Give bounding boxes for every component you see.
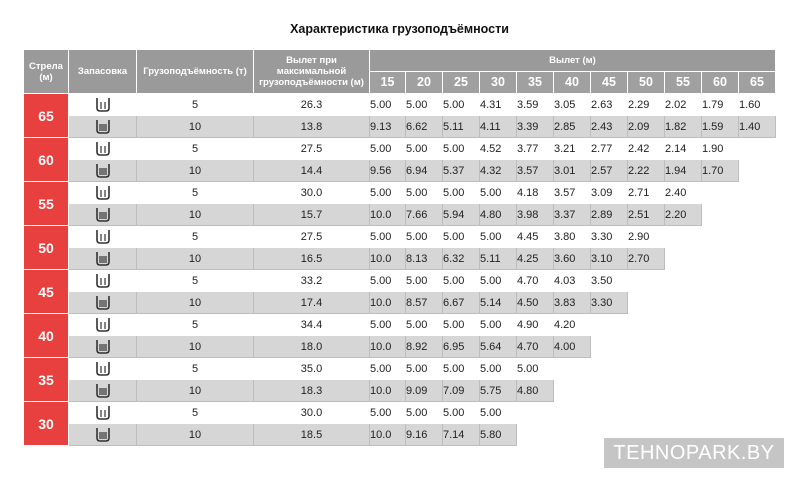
capacity-cell: 5: [137, 358, 254, 380]
load-value-cell: 5.00: [480, 314, 517, 336]
empty-cell: [665, 380, 702, 402]
reach-at-max-cell: 33.2: [254, 270, 370, 292]
load-value-cell: 5.00: [480, 402, 517, 424]
load-value-cell: 2.70: [628, 248, 665, 270]
reach-at-max-cell: 18.0: [254, 336, 370, 358]
hook-2-line-icon: [69, 270, 137, 292]
load-value-cell: 8.92: [406, 336, 443, 358]
load-value-cell: 2.02: [665, 94, 702, 116]
empty-cell: [591, 402, 628, 424]
load-value-cell: 5.00: [370, 270, 406, 292]
load-value-cell: 4.32: [480, 160, 517, 182]
capacity-cell: 5: [137, 94, 254, 116]
reach-at-max-cell: 14.4: [254, 160, 370, 182]
load-value-cell: 5.11: [480, 248, 517, 270]
empty-cell: [739, 314, 776, 336]
load-value-cell: 3.37: [554, 204, 591, 226]
hook-2-line-icon: [69, 226, 137, 248]
empty-cell: [628, 402, 665, 424]
load-value-cell: 5.00: [370, 402, 406, 424]
reach-at-max-cell: 18.3: [254, 380, 370, 402]
hook-2-line-icon: [69, 138, 137, 160]
load-value-cell: 5.00: [443, 94, 480, 116]
boom-length-cell: 65: [24, 94, 69, 138]
load-value-cell: 5.00: [443, 314, 480, 336]
table-row: [24, 248, 776, 270]
reach-at-max-cell: 27.5: [254, 226, 370, 248]
load-value-cell: 2.14: [665, 138, 702, 160]
empty-cell: [739, 292, 776, 314]
load-value-cell: 4.31: [480, 94, 517, 116]
hook-2-line-icon: [69, 182, 137, 204]
capacity-cell: 5: [137, 182, 254, 204]
boom-length-cell: 60: [24, 138, 69, 182]
empty-cell: [739, 138, 776, 160]
reach-at-max-cell: 27.5: [254, 138, 370, 160]
table-row: [24, 270, 776, 292]
load-value-cell: 8.57: [406, 292, 443, 314]
table-row: [24, 380, 776, 402]
distance-header: 55: [665, 72, 702, 94]
empty-cell: [517, 424, 554, 446]
load-value-cell: 6.95: [443, 336, 480, 358]
empty-cell: [739, 358, 776, 380]
load-value-cell: 6.94: [406, 160, 443, 182]
empty-cell: [665, 248, 702, 270]
load-chart-table: [23, 49, 776, 446]
load-value-cell: 4.18: [517, 182, 554, 204]
load-value-cell: 2.85: [554, 116, 591, 138]
load-value-cell: 5.00: [443, 270, 480, 292]
empty-cell: [591, 358, 628, 380]
empty-cell: [554, 402, 591, 424]
empty-cell: [591, 336, 628, 358]
empty-cell: [665, 402, 702, 424]
load-value-cell: 5.00: [370, 138, 406, 160]
load-value-cell: 10.0: [370, 292, 406, 314]
empty-cell: [702, 226, 739, 248]
empty-cell: [665, 270, 702, 292]
distance-header: 25: [443, 72, 480, 94]
capacity-cell: 10: [137, 160, 254, 182]
load-value-cell: 5.64: [480, 336, 517, 358]
load-value-cell: 5.00: [370, 94, 406, 116]
capacity-cell: 5: [137, 138, 254, 160]
reach-at-max-cell: 13.8: [254, 116, 370, 138]
hook-4-line-icon: [69, 424, 137, 446]
distance-header: 50: [628, 72, 665, 94]
empty-cell: [665, 336, 702, 358]
header-reach-at-max: Вылет при максимальной грузоподъёмности (м): [254, 50, 370, 94]
load-value-cell: 2.20: [665, 204, 702, 226]
load-value-cell: 5.00: [406, 182, 443, 204]
reach-at-max-cell: 26.3: [254, 94, 370, 116]
load-value-cell: 6.62: [406, 116, 443, 138]
distance-header: 45: [591, 72, 628, 94]
empty-cell: [739, 204, 776, 226]
load-value-cell: 5.00: [480, 358, 517, 380]
empty-cell: [628, 270, 665, 292]
empty-cell: [739, 402, 776, 424]
table-row: [24, 94, 776, 116]
load-value-cell: 2.77: [591, 138, 628, 160]
distance-header: 40: [554, 72, 591, 94]
capacity-cell: 5: [137, 402, 254, 424]
reach-at-max-cell: 30.0: [254, 402, 370, 424]
load-value-cell: 5.00: [443, 182, 480, 204]
load-value-cell: 6.67: [443, 292, 480, 314]
table-row: [24, 336, 776, 358]
load-value-cell: 3.39: [517, 116, 554, 138]
load-value-cell: 9.13: [370, 116, 406, 138]
load-value-cell: 2.42: [628, 138, 665, 160]
load-value-cell: 10.0: [370, 248, 406, 270]
capacity-cell: 10: [137, 380, 254, 402]
table-row: [24, 116, 776, 138]
empty-cell: [628, 292, 665, 314]
load-value-cell: 3.30: [591, 292, 628, 314]
load-value-cell: 5.00: [370, 226, 406, 248]
load-value-cell: 3.30: [591, 226, 628, 248]
boom-length-cell: 40: [24, 314, 69, 358]
load-value-cell: 4.50: [517, 292, 554, 314]
load-value-cell: 5.00: [517, 358, 554, 380]
distance-header: 35: [517, 72, 554, 94]
header-boom: Стрела (м): [24, 50, 69, 94]
load-value-cell: 5.00: [443, 138, 480, 160]
hook-2-line-icon: [69, 314, 137, 336]
reach-at-max-cell: 16.5: [254, 248, 370, 270]
load-value-cell: 2.22: [628, 160, 665, 182]
load-value-cell: 2.09: [628, 116, 665, 138]
load-value-cell: 1.60: [739, 94, 776, 116]
empty-cell: [665, 226, 702, 248]
load-value-cell: 3.98: [517, 204, 554, 226]
load-value-cell: 5.00: [406, 358, 443, 380]
load-value-cell: 3.05: [554, 94, 591, 116]
load-value-cell: 4.03: [554, 270, 591, 292]
load-value-cell: 5.94: [443, 204, 480, 226]
load-value-cell: 10.0: [370, 204, 406, 226]
hook-4-line-icon: [69, 116, 137, 138]
distance-header: 60: [702, 72, 739, 94]
load-value-cell: 1.79: [702, 94, 739, 116]
empty-cell: [739, 226, 776, 248]
capacity-cell: 5: [137, 270, 254, 292]
capacity-cell: 10: [137, 116, 254, 138]
load-value-cell: 3.57: [517, 160, 554, 182]
reach-at-max-cell: 18.5: [254, 424, 370, 446]
empty-cell: [702, 182, 739, 204]
empty-cell: [702, 248, 739, 270]
capacity-cell: 10: [137, 424, 254, 446]
load-value-cell: 2.71: [628, 182, 665, 204]
load-value-cell: 10.0: [370, 380, 406, 402]
load-value-cell: 5.00: [443, 402, 480, 424]
load-value-cell: 3.21: [554, 138, 591, 160]
load-value-cell: 1.40: [739, 116, 776, 138]
load-value-cell: 5.11: [443, 116, 480, 138]
load-value-cell: 3.83: [554, 292, 591, 314]
load-value-cell: 9.16: [406, 424, 443, 446]
load-value-cell: 1.82: [665, 116, 702, 138]
load-value-cell: 5.75: [480, 380, 517, 402]
empty-cell: [739, 270, 776, 292]
table-row: [24, 402, 776, 424]
load-value-cell: 4.80: [480, 204, 517, 226]
empty-cell: [739, 248, 776, 270]
load-value-cell: 2.43: [591, 116, 628, 138]
load-value-cell: 3.09: [591, 182, 628, 204]
load-value-cell: 3.80: [554, 226, 591, 248]
empty-cell: [628, 336, 665, 358]
load-value-cell: 3.77: [517, 138, 554, 160]
table-row: [24, 204, 776, 226]
load-value-cell: 5.00: [406, 270, 443, 292]
load-value-cell: 5.00: [406, 226, 443, 248]
empty-cell: [628, 358, 665, 380]
hook-4-line-icon: [69, 160, 137, 182]
load-value-cell: 4.45: [517, 226, 554, 248]
boom-length-cell: 35: [24, 358, 69, 402]
empty-cell: [628, 380, 665, 402]
load-value-cell: 2.63: [591, 94, 628, 116]
reach-at-max-cell: 35.0: [254, 358, 370, 380]
load-value-cell: 5.00: [443, 358, 480, 380]
hook-2-line-icon: [69, 402, 137, 424]
load-value-cell: 3.10: [591, 248, 628, 270]
load-value-cell: 4.70: [517, 336, 554, 358]
watermark: TEHNOPARK.BY: [604, 438, 784, 468]
load-value-cell: 3.01: [554, 160, 591, 182]
load-value-cell: 5.00: [370, 182, 406, 204]
table-row: [24, 314, 776, 336]
hook-4-line-icon: [69, 380, 137, 402]
capacity-cell: 10: [137, 292, 254, 314]
capacity-cell: 10: [137, 248, 254, 270]
load-value-cell: 9.56: [370, 160, 406, 182]
load-value-cell: 4.70: [517, 270, 554, 292]
distance-header: 20: [406, 72, 443, 94]
load-value-cell: 1.94: [665, 160, 702, 182]
load-value-cell: 10.0: [370, 424, 406, 446]
header-capacity: Грузоподъёмность (т): [137, 50, 254, 94]
boom-length-cell: 55: [24, 182, 69, 226]
load-value-cell: 5.80: [480, 424, 517, 446]
hook-4-line-icon: [69, 336, 137, 358]
empty-cell: [554, 380, 591, 402]
boom-length-cell: 30: [24, 402, 69, 446]
header-reach: Вылет (м): [370, 50, 776, 72]
load-value-cell: 5.00: [480, 270, 517, 292]
empty-cell: [739, 380, 776, 402]
load-value-cell: 9.09: [406, 380, 443, 402]
load-value-cell: 5.00: [406, 314, 443, 336]
load-value-cell: 5.00: [406, 94, 443, 116]
empty-cell: [702, 270, 739, 292]
hook-4-line-icon: [69, 248, 137, 270]
table-row: [24, 292, 776, 314]
reach-at-max-cell: 30.0: [254, 182, 370, 204]
load-value-cell: 3.60: [554, 248, 591, 270]
page-title: Характеристика грузоподъёмности: [290, 22, 509, 36]
load-value-cell: 7.09: [443, 380, 480, 402]
empty-cell: [665, 292, 702, 314]
capacity-cell: 10: [137, 204, 254, 226]
load-value-cell: 2.29: [628, 94, 665, 116]
load-value-cell: 8.13: [406, 248, 443, 270]
table-row: [24, 226, 776, 248]
empty-cell: [739, 160, 776, 182]
load-value-cell: 10.0: [370, 336, 406, 358]
hook-2-line-icon: [69, 94, 137, 116]
empty-cell: [702, 402, 739, 424]
load-value-cell: 2.57: [591, 160, 628, 182]
table-row: [24, 182, 776, 204]
hook-4-line-icon: [69, 204, 137, 226]
load-value-cell: 4.20: [554, 314, 591, 336]
distance-header: 30: [480, 72, 517, 94]
load-value-cell: 3.57: [554, 182, 591, 204]
load-value-cell: 5.00: [443, 226, 480, 248]
load-value-cell: 5.00: [370, 314, 406, 336]
empty-cell: [739, 336, 776, 358]
header-reeving: Запасовка: [69, 50, 137, 94]
empty-cell: [628, 314, 665, 336]
hook-2-line-icon: [69, 358, 137, 380]
capacity-cell: 10: [137, 336, 254, 358]
empty-cell: [702, 292, 739, 314]
empty-cell: [702, 204, 739, 226]
empty-cell: [591, 314, 628, 336]
empty-cell: [517, 402, 554, 424]
load-value-cell: 3.59: [517, 94, 554, 116]
distance-header: 15: [370, 72, 406, 94]
load-value-cell: 4.90: [517, 314, 554, 336]
empty-cell: [554, 424, 591, 446]
load-value-cell: 5.00: [406, 138, 443, 160]
load-value-cell: 1.90: [702, 138, 739, 160]
load-value-cell: 7.14: [443, 424, 480, 446]
distance-header: 65: [739, 72, 776, 94]
table-row: [24, 160, 776, 182]
load-value-cell: 1.59: [702, 116, 739, 138]
table-row: [24, 358, 776, 380]
reach-at-max-cell: 15.7: [254, 204, 370, 226]
capacity-cell: 5: [137, 314, 254, 336]
hook-4-line-icon: [69, 292, 137, 314]
load-value-cell: 6.32: [443, 248, 480, 270]
boom-length-cell: 45: [24, 270, 69, 314]
load-value-cell: 1.70: [702, 160, 739, 182]
empty-cell: [665, 358, 702, 380]
boom-length-cell: 50: [24, 226, 69, 270]
empty-cell: [702, 358, 739, 380]
load-value-cell: 7.66: [406, 204, 443, 226]
load-value-cell: 5.00: [406, 402, 443, 424]
reach-at-max-cell: 17.4: [254, 292, 370, 314]
load-value-cell: 2.51: [628, 204, 665, 226]
load-value-cell: 5.00: [480, 182, 517, 204]
load-value-cell: 5.00: [480, 226, 517, 248]
empty-cell: [739, 182, 776, 204]
load-value-cell: 5.37: [443, 160, 480, 182]
empty-cell: [591, 380, 628, 402]
empty-cell: [665, 314, 702, 336]
load-value-cell: 5.14: [480, 292, 517, 314]
table-row: [24, 138, 776, 160]
load-value-cell: 4.25: [517, 248, 554, 270]
load-value-cell: 4.80: [517, 380, 554, 402]
load-value-cell: 2.40: [665, 182, 702, 204]
empty-cell: [554, 358, 591, 380]
load-value-cell: 4.00: [554, 336, 591, 358]
empty-cell: [702, 336, 739, 358]
reach-at-max-cell: 34.4: [254, 314, 370, 336]
load-value-cell: 2.90: [628, 226, 665, 248]
load-value-cell: 4.11: [480, 116, 517, 138]
load-value-cell: 2.89: [591, 204, 628, 226]
load-value-cell: 4.52: [480, 138, 517, 160]
load-value-cell: 3.50: [591, 270, 628, 292]
empty-cell: [702, 380, 739, 402]
capacity-cell: 5: [137, 226, 254, 248]
empty-cell: [702, 314, 739, 336]
load-value-cell: 5.00: [370, 358, 406, 380]
